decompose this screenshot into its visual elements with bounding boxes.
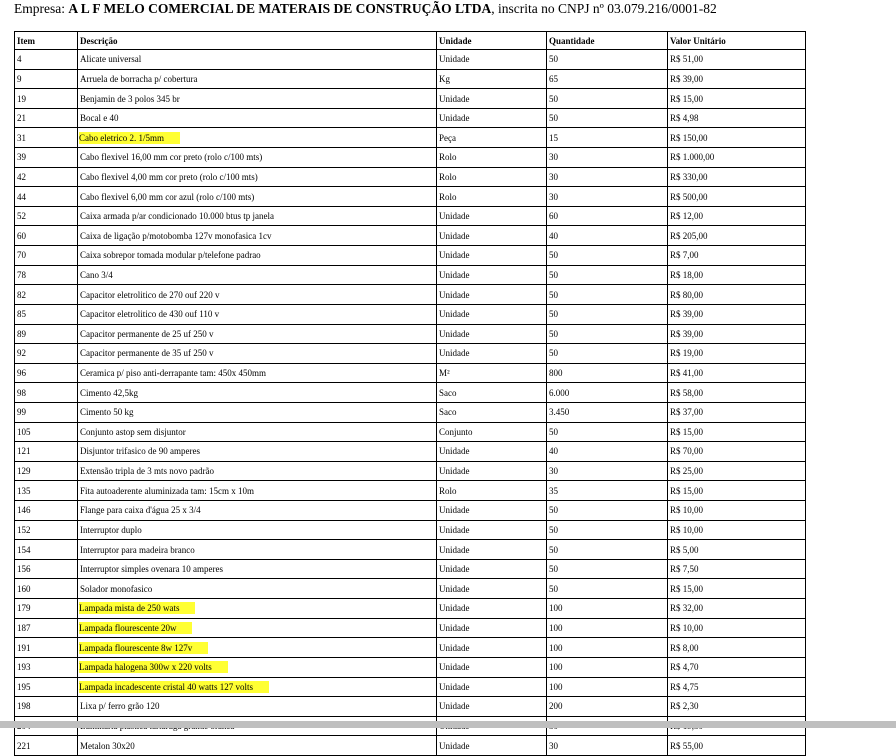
unit-cell: Saco <box>437 402 547 422</box>
table-row <box>15 677 806 697</box>
quantity-cell: 100 <box>547 618 668 638</box>
item-cell: 82 <box>15 285 78 305</box>
quantity-cell: 30 <box>547 148 668 168</box>
description-cell: Extensão tripla de 3 mts novo padrão <box>78 461 437 481</box>
unit-price-cell: R$ 500,00 <box>668 187 806 207</box>
table-row <box>15 697 806 717</box>
unit-cell: Saco <box>437 383 547 403</box>
quantity-cell: 50 <box>547 501 668 521</box>
quantity-cell: 15 <box>547 128 668 148</box>
table-row <box>15 89 806 109</box>
item-cell: 42 <box>15 167 78 187</box>
unit-price-cell: R$ 55,00 <box>668 736 806 756</box>
table-row <box>15 206 806 226</box>
highlighted-description: Cabo eletrico 2. 1/5mm <box>79 132 180 144</box>
item-cell: 179 <box>15 599 78 619</box>
unit-price-cell: R$ 10,00 <box>668 618 806 638</box>
unit-price-cell: R$ 7,00 <box>668 246 806 266</box>
description-cell <box>78 128 437 148</box>
unit-cell: Unidade <box>437 540 547 560</box>
highlighted-description: Lampada flourescente 20w <box>79 622 192 634</box>
unit-price-cell: R$ 205,00 <box>668 226 806 246</box>
quantity-cell: 50 <box>547 108 668 128</box>
description-cell: Cabo flexivel 4,00 mm cor preto (rolo c/100 mts) <box>78 167 437 187</box>
unit-price-cell: R$ 39,00 <box>668 69 806 89</box>
unit-price-cell: R$ 15,00 <box>668 481 806 501</box>
quantity-cell: 50 <box>547 344 668 364</box>
quantity-cell: 40 <box>547 442 668 462</box>
quantity-cell: 50 <box>547 422 668 442</box>
quantity-cell: 3.450 <box>547 402 668 422</box>
description-cell: Cabo flexivel 6,00 mm cor azul (rolo c/100 mts) <box>78 187 437 207</box>
unit-cell: Unidade <box>437 736 547 756</box>
quantity-cell: 100 <box>547 677 668 697</box>
unit-price-cell: R$ 25,00 <box>668 461 806 481</box>
quantity-cell: 50 <box>547 324 668 344</box>
description-cell: Flange para caixa d'água 25 x 3/4 <box>78 501 437 521</box>
quantity-cell: 50 <box>547 520 668 540</box>
item-cell: 4 <box>15 50 78 70</box>
unit-cell: Rolo <box>437 481 547 501</box>
unit-cell: Unidade <box>437 520 547 540</box>
description-cell: Interruptor simples ovenara 10 amperes <box>78 559 437 579</box>
unit-cell: Unidade <box>437 638 547 658</box>
description-cell: Caixa sobrepor tomada modular p/telefone padrao <box>78 246 437 266</box>
table-row <box>15 461 806 481</box>
unit-price-cell: R$ 19,00 <box>668 344 806 364</box>
table-row <box>15 363 806 383</box>
quantity-cell: 100 <box>547 657 668 677</box>
description-cell: Solador monofasico <box>78 579 437 599</box>
unit-price-cell: R$ 15,00 <box>668 89 806 109</box>
quantity-cell: 50 <box>547 559 668 579</box>
highlighted-description: Lampada mista de 250 wats <box>79 602 195 614</box>
document-header <box>14 0 717 20</box>
item-cell: 191 <box>15 638 78 658</box>
unit-price-cell: R$ 10,00 <box>668 520 806 540</box>
table-row <box>15 657 806 677</box>
unit-price-cell: R$ 15,00 <box>668 579 806 599</box>
highlighted-description: Lampada halogena 300w x 220 volts <box>79 661 228 673</box>
unit-cell: Conjunto <box>437 422 547 442</box>
unit-cell: Unidade <box>437 206 547 226</box>
item-cell: 78 <box>15 265 78 285</box>
highlighted-description: Lampada flourescente 8w 127v <box>79 642 208 654</box>
table-row <box>15 108 806 128</box>
quantity-cell: 30 <box>547 167 668 187</box>
item-cell: 21 <box>15 108 78 128</box>
unit-cell: M² <box>437 363 547 383</box>
quantity-cell: 30 <box>547 736 668 756</box>
description-cell: Arruela de borracha p/ cobertura <box>78 69 437 89</box>
item-cell: 9 <box>15 69 78 89</box>
item-cell: 195 <box>15 677 78 697</box>
description-cell: Bocal e 40 <box>78 108 437 128</box>
table-row <box>15 246 806 266</box>
description-cell: Metalon 30x20 <box>78 736 437 756</box>
item-cell: 152 <box>15 520 78 540</box>
item-cell: 198 <box>15 697 78 717</box>
quantity-cell: 6.000 <box>547 383 668 403</box>
quantity-cell: 50 <box>547 579 668 599</box>
table-row <box>15 226 806 246</box>
unit-price-cell: R$ 39,00 <box>668 304 806 324</box>
quantity-cell: 30 <box>547 187 668 207</box>
description-cell: Cano 3/4 <box>78 265 437 285</box>
description-cell <box>78 677 437 697</box>
table-row <box>15 50 806 70</box>
description-cell: Interruptor para madeira branco <box>78 540 437 560</box>
table-row <box>15 167 806 187</box>
unit-price-cell: R$ 18,00 <box>668 265 806 285</box>
table-row <box>15 304 806 324</box>
unit-price-cell: R$ 1.000,00 <box>668 148 806 168</box>
column-header-item: Item <box>15 32 78 50</box>
description-cell: Alicate universal <box>78 50 437 70</box>
item-cell: 44 <box>15 187 78 207</box>
column-header-description: Descrição <box>78 32 437 50</box>
table-header-row <box>15 32 806 50</box>
quantity-cell: 60 <box>547 206 668 226</box>
description-cell: Caixa armada p/ar condicionado 10.000 btus tp janela <box>78 206 437 226</box>
unit-cell: Unidade <box>437 677 547 697</box>
description-cell: Capacitor eletrolitico de 270 ouf 220 v <box>78 285 437 305</box>
unit-price-cell: R$ 37,00 <box>668 402 806 422</box>
item-cell: 121 <box>15 442 78 462</box>
table-row <box>15 187 806 207</box>
description-cell: Capacitor permanente de 25 uf 250 v <box>78 324 437 344</box>
table-row <box>15 285 806 305</box>
quantity-cell: 50 <box>547 540 668 560</box>
quantity-cell: 50 <box>547 246 668 266</box>
unit-price-cell: R$ 5,00 <box>668 540 806 560</box>
unit-cell: Unidade <box>437 442 547 462</box>
unit-price-cell: R$ 4,98 <box>668 108 806 128</box>
quantity-cell: 50 <box>547 50 668 70</box>
unit-price-cell: R$ 70,00 <box>668 442 806 462</box>
column-header-unit-price: Valor Unitário <box>668 32 806 50</box>
unit-price-cell: R$ 15,00 <box>668 422 806 442</box>
quantity-cell: 100 <box>547 638 668 658</box>
unit-price-cell: R$ 4,70 <box>668 657 806 677</box>
unit-cell: Unidade <box>437 579 547 599</box>
description-cell: Cabo flexivel 16,00 mm cor preto (rolo c/100 mts) <box>78 148 437 168</box>
item-cell: 146 <box>15 501 78 521</box>
window-bottom-edge <box>0 721 896 728</box>
unit-cell: Unidade <box>437 108 547 128</box>
table-row <box>15 579 806 599</box>
description-cell: Ceramica p/ piso anti-derrapante tam: 450x 450mm <box>78 363 437 383</box>
company-prefix: Empresa: <box>14 1 65 16</box>
unit-price-cell: R$ 51,00 <box>668 50 806 70</box>
unit-cell: Unidade <box>437 89 547 109</box>
description-cell: Cimento 42,5kg <box>78 383 437 403</box>
table-row <box>15 520 806 540</box>
unit-price-cell: R$ 10,00 <box>668 501 806 521</box>
unit-price-cell: R$ 330,00 <box>668 167 806 187</box>
unit-price-cell: R$ 58,00 <box>668 383 806 403</box>
table-row <box>15 559 806 579</box>
description-cell: Cimento 50 kg <box>78 402 437 422</box>
unit-price-cell: R$ 150,00 <box>668 128 806 148</box>
description-cell: Benjamin de 3 polos 345 br <box>78 89 437 109</box>
unit-cell: Unidade <box>437 461 547 481</box>
company-cnpj: , inscrita no CNPJ nº 03.079.216/0001-82 <box>491 1 717 16</box>
item-cell: 60 <box>15 226 78 246</box>
description-cell <box>78 638 437 658</box>
unit-cell: Peça <box>437 128 547 148</box>
table-row <box>15 618 806 638</box>
item-cell: 31 <box>15 128 78 148</box>
quantity-cell: 100 <box>547 599 668 619</box>
table-row <box>15 481 806 501</box>
item-cell: 221 <box>15 736 78 756</box>
quantity-cell: 35 <box>547 481 668 501</box>
item-cell: 89 <box>15 324 78 344</box>
table-row <box>15 69 806 89</box>
unit-price-cell: R$ 80,00 <box>668 285 806 305</box>
table-row <box>15 501 806 521</box>
description-cell: Fita autoaderente aluminizada tam: 15cm x 10m <box>78 481 437 501</box>
unit-cell: Unidade <box>437 285 547 305</box>
unit-cell: Kg <box>437 69 547 89</box>
description-cell: Conjunto astop sem disjuntor <box>78 422 437 442</box>
table-row <box>15 324 806 344</box>
unit-price-cell: R$ 41,00 <box>668 363 806 383</box>
table-row <box>15 383 806 403</box>
description-cell: Capacitor permanente de 35 uf 250 v <box>78 344 437 364</box>
item-cell: 135 <box>15 481 78 501</box>
item-cell: 187 <box>15 618 78 638</box>
item-cell: 96 <box>15 363 78 383</box>
table-row <box>15 638 806 658</box>
quantity-cell: 50 <box>547 304 668 324</box>
item-cell: 154 <box>15 540 78 560</box>
item-cell: 19 <box>15 89 78 109</box>
unit-price-cell: R$ 8,00 <box>668 638 806 658</box>
unit-price-cell: R$ 4,75 <box>668 677 806 697</box>
item-cell: 160 <box>15 579 78 599</box>
unit-cell: Unidade <box>437 559 547 579</box>
items-table <box>14 31 806 756</box>
unit-cell: Unidade <box>437 304 547 324</box>
unit-price-cell: R$ 2,30 <box>668 697 806 717</box>
unit-cell: Unidade <box>437 697 547 717</box>
description-cell <box>78 657 437 677</box>
unit-cell: Unidade <box>437 344 547 364</box>
table-body <box>15 50 806 756</box>
item-cell: 39 <box>15 148 78 168</box>
quantity-cell: 50 <box>547 285 668 305</box>
unit-cell: Unidade <box>437 599 547 619</box>
table-row <box>15 540 806 560</box>
description-cell: Capacitor eletrolitico de 430 ouf 110 v <box>78 304 437 324</box>
unit-price-cell: R$ 12,00 <box>668 206 806 226</box>
quantity-cell: 40 <box>547 226 668 246</box>
table-row <box>15 442 806 462</box>
unit-cell: Unidade <box>437 501 547 521</box>
unit-price-cell: R$ 39,00 <box>668 324 806 344</box>
description-cell <box>78 599 437 619</box>
table-row <box>15 736 806 756</box>
highlighted-description: Lampada incadescente cristal 40 watts 127 volts <box>79 681 269 693</box>
description-cell: Interruptor duplo <box>78 520 437 540</box>
company-name: A L F MELO COMERCIAL DE MATERAIS DE CONSTRUÇÃO LTDA <box>68 1 492 16</box>
table-row <box>15 265 806 285</box>
unit-cell: Unidade <box>437 618 547 638</box>
quantity-cell: 50 <box>547 265 668 285</box>
item-cell: 98 <box>15 383 78 403</box>
unit-cell: Unidade <box>437 50 547 70</box>
description-cell: Lixa p/ ferro grão 120 <box>78 697 437 717</box>
quantity-cell: 30 <box>547 461 668 481</box>
table-row <box>15 344 806 364</box>
description-cell: Disjuntor trifasico de 90 amperes <box>78 442 437 462</box>
unit-cell: Unidade <box>437 226 547 246</box>
table-row <box>15 422 806 442</box>
unit-cell: Rolo <box>437 167 547 187</box>
quantity-cell: 200 <box>547 697 668 717</box>
column-header-quantity: Quantidade <box>547 32 668 50</box>
item-cell: 193 <box>15 657 78 677</box>
description-cell <box>78 618 437 638</box>
unit-price-cell: R$ 32,00 <box>668 599 806 619</box>
quantity-cell: 65 <box>547 69 668 89</box>
unit-price-cell: R$ 7,50 <box>668 559 806 579</box>
unit-cell: Rolo <box>437 187 547 207</box>
description-cell: Caixa de ligação p/motobomba 127v monofasica 1cv <box>78 226 437 246</box>
item-cell: 70 <box>15 246 78 266</box>
item-cell: 85 <box>15 304 78 324</box>
unit-cell: Unidade <box>437 657 547 677</box>
item-cell: 52 <box>15 206 78 226</box>
item-cell: 92 <box>15 344 78 364</box>
table-row <box>15 599 806 619</box>
item-cell: 129 <box>15 461 78 481</box>
column-header-unit: Unidade <box>437 32 547 50</box>
unit-cell: Rolo <box>437 148 547 168</box>
quantity-cell: 50 <box>547 89 668 109</box>
item-cell: 105 <box>15 422 78 442</box>
item-cell: 156 <box>15 559 78 579</box>
unit-cell: Unidade <box>437 324 547 344</box>
table-row <box>15 402 806 422</box>
table-row <box>15 128 806 148</box>
quantity-cell: 800 <box>547 363 668 383</box>
table-row <box>15 148 806 168</box>
unit-cell: Unidade <box>437 246 547 266</box>
item-cell: 99 <box>15 402 78 422</box>
unit-cell: Unidade <box>437 265 547 285</box>
